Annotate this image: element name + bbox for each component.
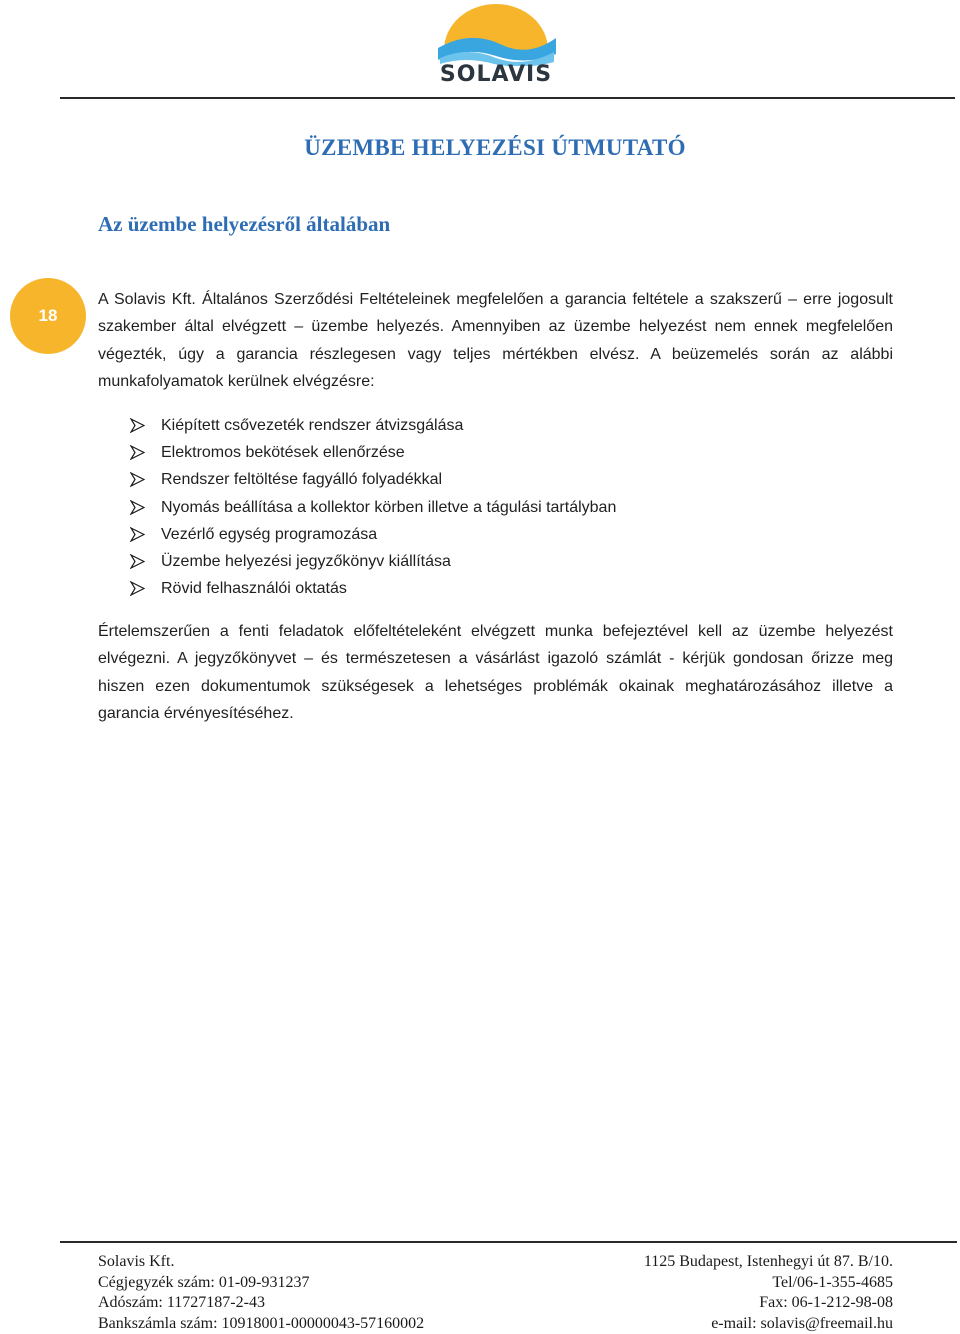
phone-number: Tel/06-1-355-4685 bbox=[772, 1273, 893, 1291]
list-item bbox=[130, 521, 616, 548]
list-item bbox=[130, 412, 616, 439]
footer-row bbox=[98, 1252, 893, 1273]
list-item-text: Rendszer feltöltése fagyálló folyadékkal bbox=[161, 471, 443, 489]
page-number-badge: 18 bbox=[10, 278, 86, 354]
list-item bbox=[130, 575, 616, 602]
list-item-text: Elektromos bekötések ellenőrzése bbox=[161, 444, 405, 462]
solavis-logo bbox=[430, 4, 562, 86]
closing-paragraph: Értelemszerűen a fenti feladatok előfeltételeként elvégzett munka befejeztével kell az üzembe helyezést elvégezni. A jegyzőkönyvet – és természetesen a vásárlást igazoló számlát - kérjük gondosan őrizze meg hiszen ezen dokumentumok szükségesek a lehetséges problémák okainak meghatározásához illetve a garancia érvényesítéséhez. bbox=[98, 623, 893, 722]
list-item bbox=[130, 494, 616, 521]
company-name: Solavis Kft. bbox=[98, 1253, 175, 1270]
list-item-text: Nyomás beállítása a kollektor körben illetve a tágulási tartályban bbox=[161, 498, 617, 516]
footer-row bbox=[98, 1314, 893, 1334]
arrowhead-bullet-icon bbox=[130, 581, 145, 596]
sun-wave-logo-icon bbox=[430, 4, 562, 66]
arrowhead-bullet-icon bbox=[130, 445, 145, 460]
bank-account: Bankszámla szám: 10918001-00000043-57160002 bbox=[98, 1314, 425, 1332]
list-item-text: Üzembe helyezési jegyzőkönyv kiállítása bbox=[161, 552, 451, 570]
list-item bbox=[130, 466, 616, 493]
header-divider bbox=[60, 97, 955, 99]
fax-number: Fax: 06-1-212-98-08 bbox=[759, 1294, 893, 1312]
footer bbox=[98, 1252, 893, 1334]
registration-number: Cégjegyzék szám: 01-09-931237 bbox=[98, 1273, 310, 1291]
company-address: 1125 Budapest, Istenhegyi út 87. B/10. bbox=[643, 1253, 893, 1270]
logo-text: SOLAVIS bbox=[439, 62, 553, 87]
footer-row bbox=[98, 1293, 893, 1314]
intro-paragraph: A Solavis Kft. Általános Szerződési Feltételeinek megfelelően a garancia feltétele a szakszerű – erre jogosult szakember által elvégzett – üzembe helyezés. Amennyiben az üzembe helyezést nem ennek megfelelően végezték, úgy a garancia részlegesen vagy teljes mértékben elvész. A beüzemelés során az alábbi munkafolyamatok kerülnek elvégzésre: bbox=[98, 291, 893, 390]
page-title: ÜZEMBE HELYEZÉSI ÚTMUTATÓ bbox=[304, 135, 686, 160]
tax-number: Adószám: 11727187-2-43 bbox=[98, 1294, 265, 1312]
list-item-text: Vezérlő egység programozása bbox=[161, 525, 378, 543]
footer-row bbox=[98, 1273, 893, 1294]
task-list bbox=[130, 412, 616, 602]
footer-divider bbox=[60, 1241, 957, 1243]
arrowhead-bullet-icon bbox=[130, 554, 145, 569]
list-item bbox=[130, 439, 616, 466]
list-item-text: Kiépített csővezeték rendszer átvizsgálása bbox=[161, 417, 464, 434]
arrowhead-bullet-icon bbox=[130, 527, 145, 542]
email-address: e-mail: solavis@freemail.hu bbox=[711, 1314, 893, 1332]
section-heading: Az üzembe helyezésről általában bbox=[98, 212, 391, 236]
arrowhead-bullet-icon bbox=[130, 418, 145, 433]
list-item-text: Rövid felhasználói oktatás bbox=[161, 580, 347, 598]
list-item bbox=[130, 548, 616, 575]
arrowhead-bullet-icon bbox=[130, 472, 145, 487]
arrowhead-bullet-icon bbox=[130, 500, 145, 515]
